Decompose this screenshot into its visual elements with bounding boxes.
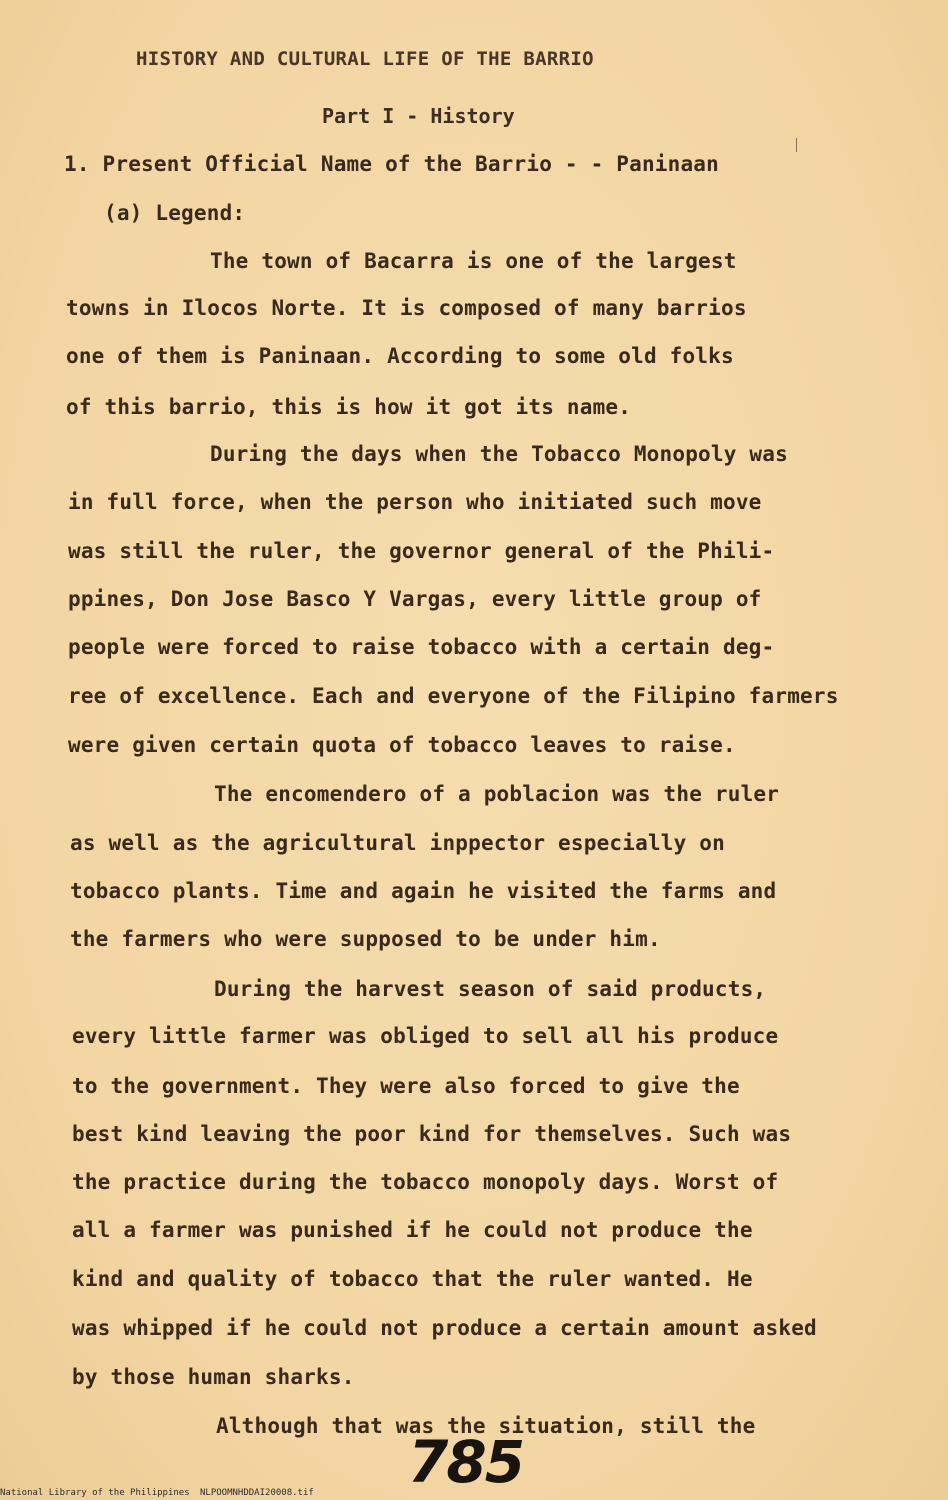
body-line: of this barrio, this is how it got its name.: [66, 395, 632, 419]
page-number: 785: [408, 1428, 524, 1496]
body-line: During the harvest season of said products,: [214, 977, 767, 1001]
body-line: the farmers who were supposed to be under him.: [70, 927, 661, 951]
body-line: in full force, when the person who initiated such move: [68, 490, 762, 514]
body-line: towns in Ilocos Norte. It is composed of many barrios: [66, 296, 747, 320]
body-line: as well as the agricultural inppector especially on: [70, 831, 725, 855]
body-line: to the government. They were also forced to give the: [72, 1074, 740, 1098]
body-line: Although that was the situation, still the: [216, 1414, 756, 1438]
ink-mark: [796, 138, 797, 152]
body-line: every little farmer was obliged to sell all his produce: [72, 1024, 779, 1048]
body-line: The town of Bacarra is one of the largest: [210, 249, 737, 273]
body-line: was still the ruler, the governor general of the Phili-: [68, 539, 775, 563]
item-heading: 1. Present Official Name of the Barrio - - Paninaan: [64, 152, 719, 176]
footer-filename: NLPOOMNHDDAI20008.tif: [200, 1488, 314, 1498]
body-line: ree of excellence. Each and everyone of the Filipino farmers: [68, 684, 839, 708]
body-line: During the days when the Tobacco Monopoly was: [210, 442, 788, 466]
body-line: by those human sharks.: [72, 1365, 355, 1389]
body-line: best kind leaving the poor kind for themselves. Such was: [72, 1122, 792, 1146]
body-line: all a farmer was punished if he could not produce the: [72, 1218, 753, 1242]
body-line: one of them is Paninaan. According to some old folks: [66, 344, 734, 368]
body-line: were given certain quota of tobacco leaves to raise.: [68, 733, 736, 757]
footer-library: National Library of the Philippines: [0, 1488, 190, 1498]
sub-heading: (a) Legend:: [104, 201, 246, 225]
body-line: people were forced to raise tobacco with a certain deg-: [68, 635, 775, 659]
body-line: the practice during the tobacco monopoly days. Worst of: [72, 1170, 779, 1194]
section-heading: Part I - History: [322, 104, 515, 128]
body-line: ppines, Don Jose Basco Y Vargas, every little group of: [68, 587, 762, 611]
body-line: kind and quality of tobacco that the ruler wanted. He: [72, 1267, 753, 1291]
body-line: tobacco plants. Time and again he visited the farms and: [70, 879, 777, 903]
body-line: The encomendero of a poblacion was the ruler: [214, 782, 780, 806]
document-title: HISTORY AND CULTURAL LIFE OF THE BARRIO: [136, 48, 594, 70]
body-line: was whipped if he could not produce a certain amount asked: [72, 1316, 817, 1340]
